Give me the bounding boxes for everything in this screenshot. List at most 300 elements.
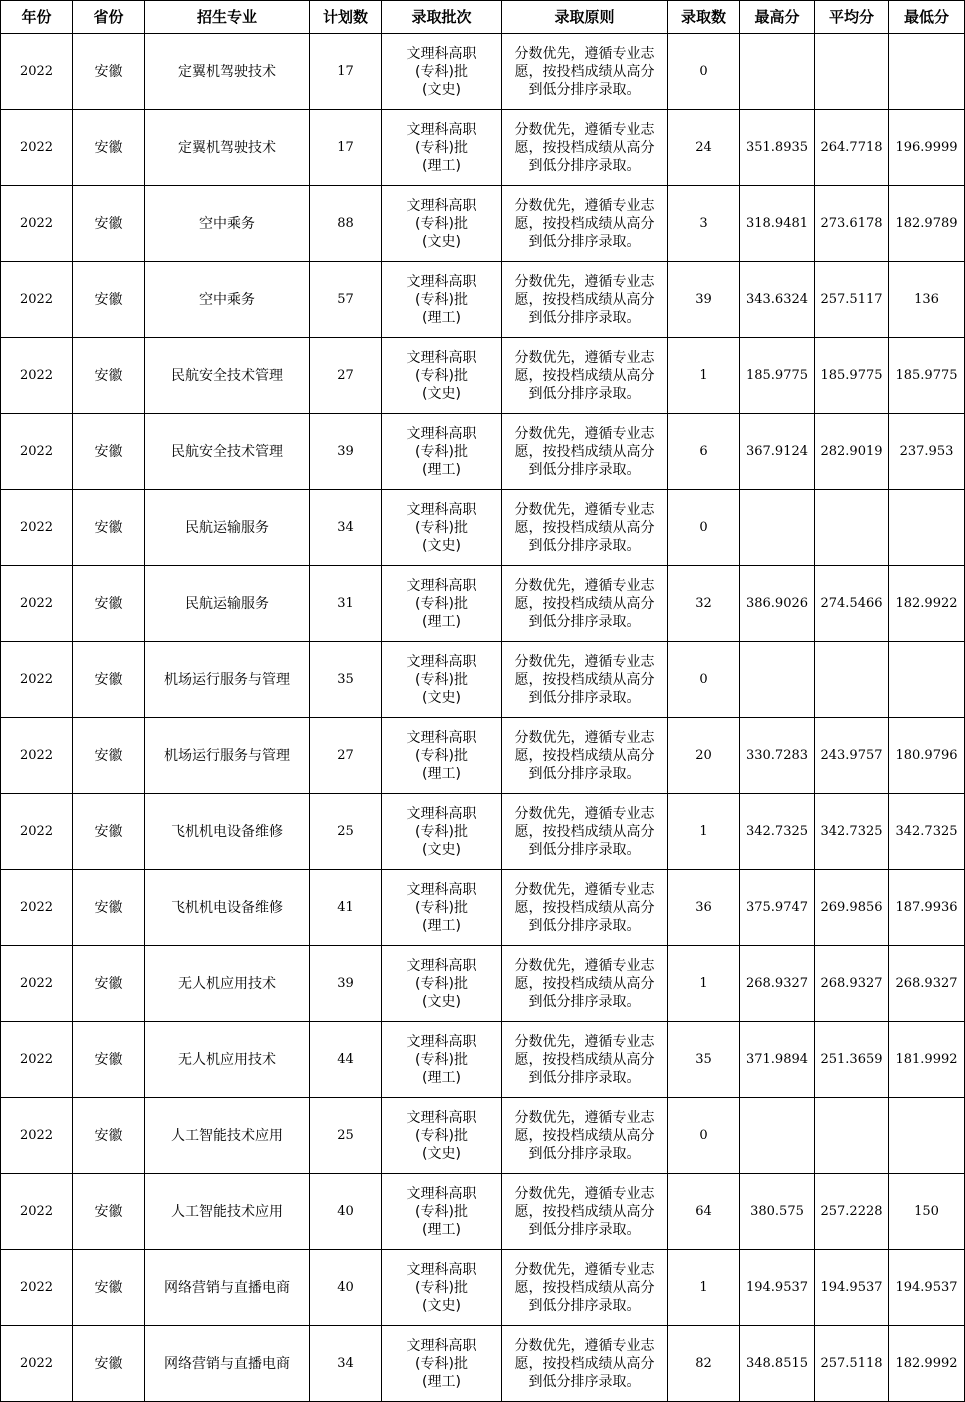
cell-batch bbox=[382, 1098, 502, 1174]
cell-rule-line: 愿，按投档成绩从高分 bbox=[514, 899, 655, 916]
header-batch: 录取批次 bbox=[382, 1, 502, 34]
cell-plan: 39 bbox=[310, 414, 382, 490]
cell-admitted: 0 bbox=[668, 490, 740, 566]
cell-batch-line: 文理科高职 bbox=[406, 45, 477, 62]
cell-batch bbox=[382, 110, 502, 186]
table-row bbox=[1, 110, 965, 186]
cell-batch-line: (专科)批 bbox=[415, 823, 468, 840]
cell-province: 安徽 bbox=[73, 186, 145, 262]
cell-batch-line: (理工) bbox=[422, 461, 461, 478]
table-row bbox=[1, 870, 965, 946]
cell-province: 安徽 bbox=[73, 566, 145, 642]
cell-plan: 17 bbox=[310, 34, 382, 110]
cell-rule bbox=[502, 490, 668, 566]
cell-batch-line: 文理科高职 bbox=[406, 1185, 477, 1202]
cell-batch-line: 文理科高职 bbox=[406, 1337, 477, 1354]
cell-min: 181.9992 bbox=[889, 1022, 965, 1098]
cell-max: 330.7283 bbox=[740, 718, 815, 794]
cell-batch-line: (专科)批 bbox=[415, 63, 468, 80]
cell-rule-line: 到低分排序录取。 bbox=[528, 157, 641, 174]
cell-min: 268.9327 bbox=[889, 946, 965, 1022]
cell-rule-line: 愿，按投档成绩从高分 bbox=[514, 1355, 655, 1372]
cell-max: 194.9537 bbox=[740, 1250, 815, 1326]
cell-batch bbox=[382, 946, 502, 1022]
cell-rule-line: 到低分排序录取。 bbox=[528, 461, 641, 478]
cell-plan: 17 bbox=[310, 110, 382, 186]
table-row bbox=[1, 1250, 965, 1326]
cell-max: 386.9026 bbox=[740, 566, 815, 642]
cell-batch bbox=[382, 34, 502, 110]
cell-rule-line: 到低分排序录取。 bbox=[528, 233, 641, 250]
cell-batch-line: (理工) bbox=[422, 613, 461, 630]
cell-plan: 41 bbox=[310, 870, 382, 946]
cell-batch bbox=[382, 262, 502, 338]
cell-province: 安徽 bbox=[73, 262, 145, 338]
cell-province: 安徽 bbox=[73, 1174, 145, 1250]
cell-batch-line: 文理科高职 bbox=[406, 881, 477, 898]
cell-rule-line: 愿，按投档成绩从高分 bbox=[514, 367, 655, 384]
cell-batch-line: 文理科高职 bbox=[406, 273, 477, 290]
cell-batch-line: (专科)批 bbox=[415, 747, 468, 764]
cell-province: 安徽 bbox=[73, 1022, 145, 1098]
cell-year: 2022 bbox=[1, 262, 73, 338]
cell-rule-line: 到低分排序录取。 bbox=[528, 537, 641, 554]
header-year: 年份 bbox=[1, 1, 73, 34]
table-row bbox=[1, 414, 965, 490]
cell-min: 180.9796 bbox=[889, 718, 965, 794]
cell-max: 371.9894 bbox=[740, 1022, 815, 1098]
cell-plan: 34 bbox=[310, 490, 382, 566]
cell-batch-line: (文史) bbox=[422, 81, 461, 98]
cell-major: 人工智能技术应用 bbox=[145, 1098, 310, 1174]
cell-batch-line: (专科)批 bbox=[415, 519, 468, 536]
cell-rule-line: 分数优先，遵循专业志 bbox=[514, 1185, 655, 1202]
cell-rule-line: 愿，按投档成绩从高分 bbox=[514, 139, 655, 156]
table-row bbox=[1, 1098, 965, 1174]
cell-rule-line: 到低分排序录取。 bbox=[528, 385, 641, 402]
table-row bbox=[1, 946, 965, 1022]
cell-rule-line: 分数优先，遵循专业志 bbox=[514, 653, 655, 670]
cell-max: 380.575 bbox=[740, 1174, 815, 1250]
cell-admitted: 0 bbox=[668, 642, 740, 718]
cell-avg bbox=[815, 34, 889, 110]
cell-max: 268.9327 bbox=[740, 946, 815, 1022]
cell-rule-line: 分数优先，遵循专业志 bbox=[514, 1033, 655, 1050]
cell-rule bbox=[502, 414, 668, 490]
cell-province: 安徽 bbox=[73, 414, 145, 490]
header-avg: 平均分 bbox=[815, 1, 889, 34]
cell-rule-line: 分数优先，遵循专业志 bbox=[514, 805, 655, 822]
cell-major: 定翼机驾驶技术 bbox=[145, 110, 310, 186]
table-row bbox=[1, 642, 965, 718]
cell-rule bbox=[502, 34, 668, 110]
cell-admitted: 64 bbox=[668, 1174, 740, 1250]
cell-batch-line: (专科)批 bbox=[415, 1203, 468, 1220]
cell-province: 安徽 bbox=[73, 1326, 145, 1402]
cell-admitted: 6 bbox=[668, 414, 740, 490]
cell-province: 安徽 bbox=[73, 490, 145, 566]
cell-major: 民航运输服务 bbox=[145, 490, 310, 566]
cell-batch-line: (理工) bbox=[422, 1373, 461, 1390]
header-row bbox=[1, 1, 965, 34]
cell-max: 348.8515 bbox=[740, 1326, 815, 1402]
cell-rule-line: 分数优先，遵循专业志 bbox=[514, 957, 655, 974]
cell-major: 人工智能技术应用 bbox=[145, 1174, 310, 1250]
cell-avg bbox=[815, 642, 889, 718]
cell-rule-line: 分数优先，遵循专业志 bbox=[514, 1337, 655, 1354]
header-rule: 录取原则 bbox=[502, 1, 668, 34]
cell-rule-line: 到低分排序录取。 bbox=[528, 765, 641, 782]
cell-batch bbox=[382, 1326, 502, 1402]
header-min: 最低分 bbox=[889, 1, 965, 34]
cell-year: 2022 bbox=[1, 1250, 73, 1326]
cell-batch-line: 文理科高职 bbox=[406, 197, 477, 214]
cell-province: 安徽 bbox=[73, 946, 145, 1022]
cell-province: 安徽 bbox=[73, 794, 145, 870]
cell-batch-line: 文理科高职 bbox=[406, 653, 477, 670]
cell-rule-line: 愿，按投档成绩从高分 bbox=[514, 519, 655, 536]
cell-rule bbox=[502, 794, 668, 870]
cell-admitted: 1 bbox=[668, 946, 740, 1022]
cell-rule bbox=[502, 1250, 668, 1326]
cell-batch bbox=[382, 490, 502, 566]
cell-rule-line: 愿，按投档成绩从高分 bbox=[514, 1279, 655, 1296]
cell-major: 机场运行服务与管理 bbox=[145, 718, 310, 794]
cell-plan: 25 bbox=[310, 1098, 382, 1174]
cell-plan: 88 bbox=[310, 186, 382, 262]
cell-admitted: 1 bbox=[668, 338, 740, 414]
table-row bbox=[1, 1022, 965, 1098]
cell-major: 无人机应用技术 bbox=[145, 946, 310, 1022]
header-max: 最高分 bbox=[740, 1, 815, 34]
cell-year: 2022 bbox=[1, 1174, 73, 1250]
cell-province: 安徽 bbox=[73, 34, 145, 110]
cell-admitted: 39 bbox=[668, 262, 740, 338]
cell-avg: 185.9775 bbox=[815, 338, 889, 414]
cell-avg bbox=[815, 490, 889, 566]
cell-batch-line: (文史) bbox=[422, 993, 461, 1010]
cell-batch-line: (文史) bbox=[422, 233, 461, 250]
cell-avg: 268.9327 bbox=[815, 946, 889, 1022]
cell-rule-line: 分数优先，遵循专业志 bbox=[514, 425, 655, 442]
cell-plan: 27 bbox=[310, 718, 382, 794]
cell-batch-line: (专科)批 bbox=[415, 595, 468, 612]
cell-batch-line: 文理科高职 bbox=[406, 1033, 477, 1050]
cell-avg: 264.7718 bbox=[815, 110, 889, 186]
cell-rule bbox=[502, 110, 668, 186]
cell-rule-line: 到低分排序录取。 bbox=[528, 81, 641, 98]
cell-plan: 27 bbox=[310, 338, 382, 414]
cell-rule-line: 分数优先，遵循专业志 bbox=[514, 197, 655, 214]
cell-batch-line: (专科)批 bbox=[415, 1355, 468, 1372]
cell-rule-line: 到低分排序录取。 bbox=[528, 613, 641, 630]
cell-batch-line: 文理科高职 bbox=[406, 1261, 477, 1278]
cell-min: 182.9922 bbox=[889, 566, 965, 642]
cell-batch-line: (专科)批 bbox=[415, 1051, 468, 1068]
cell-province: 安徽 bbox=[73, 718, 145, 794]
cell-rule-line: 到低分排序录取。 bbox=[528, 309, 641, 326]
cell-rule-line: 愿，按投档成绩从高分 bbox=[514, 975, 655, 992]
cell-min: 342.7325 bbox=[889, 794, 965, 870]
cell-min: 185.9775 bbox=[889, 338, 965, 414]
cell-major: 空中乘务 bbox=[145, 186, 310, 262]
cell-rule bbox=[502, 870, 668, 946]
cell-rule bbox=[502, 1098, 668, 1174]
cell-batch-line: (专科)批 bbox=[415, 367, 468, 384]
cell-year: 2022 bbox=[1, 642, 73, 718]
cell-rule-line: 分数优先，遵循专业志 bbox=[514, 45, 655, 62]
cell-plan: 57 bbox=[310, 262, 382, 338]
cell-plan: 44 bbox=[310, 1022, 382, 1098]
cell-min: 196.9999 bbox=[889, 110, 965, 186]
cell-avg: 342.7325 bbox=[815, 794, 889, 870]
cell-rule-line: 愿，按投档成绩从高分 bbox=[514, 671, 655, 688]
cell-rule-line: 到低分排序录取。 bbox=[528, 1297, 641, 1314]
cell-batch-line: 文理科高职 bbox=[406, 729, 477, 746]
table-row bbox=[1, 490, 965, 566]
cell-major: 飞机机电设备维修 bbox=[145, 870, 310, 946]
cell-year: 2022 bbox=[1, 1098, 73, 1174]
cell-rule bbox=[502, 1326, 668, 1402]
cell-year: 2022 bbox=[1, 414, 73, 490]
cell-min: 237.953 bbox=[889, 414, 965, 490]
cell-rule-line: 到低分排序录取。 bbox=[528, 1069, 641, 1086]
cell-major: 网络营销与直播电商 bbox=[145, 1326, 310, 1402]
cell-min: 182.9789 bbox=[889, 186, 965, 262]
cell-rule bbox=[502, 262, 668, 338]
cell-batch-line: 文理科高职 bbox=[406, 121, 477, 138]
cell-rule bbox=[502, 338, 668, 414]
cell-rule-line: 到低分排序录取。 bbox=[528, 1145, 641, 1162]
cell-batch-line: (专科)批 bbox=[415, 1279, 468, 1296]
cell-batch-line: (专科)批 bbox=[415, 139, 468, 156]
cell-major: 民航安全技术管理 bbox=[145, 414, 310, 490]
cell-min: 182.9992 bbox=[889, 1326, 965, 1402]
header-province: 省份 bbox=[73, 1, 145, 34]
cell-year: 2022 bbox=[1, 1022, 73, 1098]
cell-plan: 39 bbox=[310, 946, 382, 1022]
cell-year: 2022 bbox=[1, 338, 73, 414]
cell-max: 185.9775 bbox=[740, 338, 815, 414]
cell-batch-line: (文史) bbox=[422, 1297, 461, 1314]
cell-batch bbox=[382, 414, 502, 490]
cell-rule-line: 愿，按投档成绩从高分 bbox=[514, 63, 655, 80]
table-row bbox=[1, 794, 965, 870]
cell-avg: 257.5117 bbox=[815, 262, 889, 338]
cell-batch-line: (专科)批 bbox=[415, 1127, 468, 1144]
cell-rule-line: 到低分排序录取。 bbox=[528, 993, 641, 1010]
cell-plan: 25 bbox=[310, 794, 382, 870]
cell-admitted: 82 bbox=[668, 1326, 740, 1402]
cell-avg: 251.3659 bbox=[815, 1022, 889, 1098]
header-plan: 计划数 bbox=[310, 1, 382, 34]
table-row bbox=[1, 34, 965, 110]
cell-max bbox=[740, 490, 815, 566]
cell-major: 无人机应用技术 bbox=[145, 1022, 310, 1098]
cell-min: 150 bbox=[889, 1174, 965, 1250]
cell-admitted: 1 bbox=[668, 1250, 740, 1326]
cell-major: 民航运输服务 bbox=[145, 566, 310, 642]
cell-major: 网络营销与直播电商 bbox=[145, 1250, 310, 1326]
cell-batch bbox=[382, 1022, 502, 1098]
cell-rule-line: 分数优先，遵循专业志 bbox=[514, 1261, 655, 1278]
cell-batch-line: (理工) bbox=[422, 917, 461, 934]
cell-batch-line: (文史) bbox=[422, 841, 461, 858]
table-row bbox=[1, 186, 965, 262]
cell-avg: 257.2228 bbox=[815, 1174, 889, 1250]
cell-rule-line: 分数优先，遵循专业志 bbox=[514, 729, 655, 746]
cell-province: 安徽 bbox=[73, 1250, 145, 1326]
cell-admitted: 35 bbox=[668, 1022, 740, 1098]
cell-max: 351.8935 bbox=[740, 110, 815, 186]
cell-batch bbox=[382, 186, 502, 262]
cell-min: 187.9936 bbox=[889, 870, 965, 946]
cell-batch-line: (文史) bbox=[422, 385, 461, 402]
cell-avg: 282.9019 bbox=[815, 414, 889, 490]
cell-batch-line: 文理科高职 bbox=[406, 577, 477, 594]
cell-admitted: 24 bbox=[668, 110, 740, 186]
cell-batch-line: (理工) bbox=[422, 309, 461, 326]
table-row bbox=[1, 262, 965, 338]
cell-batch bbox=[382, 338, 502, 414]
cell-min bbox=[889, 642, 965, 718]
cell-rule-line: 分数优先，遵循专业志 bbox=[514, 349, 655, 366]
cell-year: 2022 bbox=[1, 566, 73, 642]
cell-avg bbox=[815, 1098, 889, 1174]
cell-plan: 40 bbox=[310, 1174, 382, 1250]
cell-plan: 31 bbox=[310, 566, 382, 642]
cell-min: 194.9537 bbox=[889, 1250, 965, 1326]
cell-rule-line: 分数优先，遵循专业志 bbox=[514, 577, 655, 594]
cell-rule-line: 愿，按投档成绩从高分 bbox=[514, 1203, 655, 1220]
cell-rule-line: 愿，按投档成绩从高分 bbox=[514, 291, 655, 308]
cell-batch-line: 文理科高职 bbox=[406, 425, 477, 442]
cell-province: 安徽 bbox=[73, 870, 145, 946]
cell-year: 2022 bbox=[1, 870, 73, 946]
cell-batch-line: (专科)批 bbox=[415, 215, 468, 232]
cell-batch-line: (文史) bbox=[422, 1145, 461, 1162]
table-row bbox=[1, 338, 965, 414]
cell-batch bbox=[382, 1174, 502, 1250]
cell-batch-line: (理工) bbox=[422, 1221, 461, 1238]
cell-batch-line: 文理科高职 bbox=[406, 1109, 477, 1126]
cell-batch-line: (理工) bbox=[422, 157, 461, 174]
cell-batch-line: 文理科高职 bbox=[406, 501, 477, 518]
header-admitted: 录取数 bbox=[668, 1, 740, 34]
cell-major: 定翼机驾驶技术 bbox=[145, 34, 310, 110]
cell-min bbox=[889, 34, 965, 110]
cell-batch bbox=[382, 718, 502, 794]
cell-year: 2022 bbox=[1, 110, 73, 186]
cell-rule bbox=[502, 1174, 668, 1250]
table-row bbox=[1, 1326, 965, 1402]
cell-batch-line: (专科)批 bbox=[415, 899, 468, 916]
cell-max: 318.9481 bbox=[740, 186, 815, 262]
cell-rule-line: 到低分排序录取。 bbox=[528, 917, 641, 934]
cell-avg: 194.9537 bbox=[815, 1250, 889, 1326]
cell-rule bbox=[502, 566, 668, 642]
cell-admitted: 0 bbox=[668, 1098, 740, 1174]
cell-year: 2022 bbox=[1, 186, 73, 262]
cell-rule-line: 到低分排序录取。 bbox=[528, 1221, 641, 1238]
cell-year: 2022 bbox=[1, 1326, 73, 1402]
cell-batch-line: (文史) bbox=[422, 537, 461, 554]
cell-rule-line: 到低分排序录取。 bbox=[528, 1373, 641, 1390]
cell-major: 民航安全技术管理 bbox=[145, 338, 310, 414]
cell-rule bbox=[502, 642, 668, 718]
cell-rule-line: 分数优先，遵循专业志 bbox=[514, 121, 655, 138]
cell-min: 136 bbox=[889, 262, 965, 338]
cell-plan: 34 bbox=[310, 1326, 382, 1402]
table-row bbox=[1, 566, 965, 642]
cell-plan: 35 bbox=[310, 642, 382, 718]
cell-batch bbox=[382, 1250, 502, 1326]
cell-rule-line: 分数优先，遵循专业志 bbox=[514, 273, 655, 290]
cell-batch-line: (理工) bbox=[422, 1069, 461, 1086]
cell-batch-line: (专科)批 bbox=[415, 975, 468, 992]
cell-major: 机场运行服务与管理 bbox=[145, 642, 310, 718]
cell-rule-line: 愿，按投档成绩从高分 bbox=[514, 747, 655, 764]
cell-rule-line: 愿，按投档成绩从高分 bbox=[514, 215, 655, 232]
cell-province: 安徽 bbox=[73, 642, 145, 718]
header-major: 招生专业 bbox=[145, 1, 310, 34]
cell-year: 2022 bbox=[1, 946, 73, 1022]
cell-rule-line: 到低分排序录取。 bbox=[528, 689, 641, 706]
cell-max: 343.6324 bbox=[740, 262, 815, 338]
cell-rule-line: 愿，按投档成绩从高分 bbox=[514, 823, 655, 840]
cell-batch bbox=[382, 870, 502, 946]
cell-batch bbox=[382, 566, 502, 642]
cell-rule bbox=[502, 718, 668, 794]
cell-admitted: 32 bbox=[668, 566, 740, 642]
cell-max bbox=[740, 642, 815, 718]
cell-plan: 40 bbox=[310, 1250, 382, 1326]
cell-rule-line: 分数优先，遵循专业志 bbox=[514, 501, 655, 518]
cell-batch-line: 文理科高职 bbox=[406, 805, 477, 822]
cell-year: 2022 bbox=[1, 718, 73, 794]
cell-batch bbox=[382, 642, 502, 718]
cell-province: 安徽 bbox=[73, 338, 145, 414]
table-body bbox=[1, 34, 965, 1402]
cell-max: 375.9747 bbox=[740, 870, 815, 946]
cell-rule-line: 愿，按投档成绩从高分 bbox=[514, 1127, 655, 1144]
cell-batch-line: (专科)批 bbox=[415, 443, 468, 460]
table-row bbox=[1, 1174, 965, 1250]
cell-admitted: 1 bbox=[668, 794, 740, 870]
cell-rule bbox=[502, 1022, 668, 1098]
cell-batch-line: (专科)批 bbox=[415, 291, 468, 308]
cell-admitted: 20 bbox=[668, 718, 740, 794]
table-row bbox=[1, 718, 965, 794]
cell-avg: 243.9757 bbox=[815, 718, 889, 794]
cell-year: 2022 bbox=[1, 490, 73, 566]
cell-rule bbox=[502, 946, 668, 1022]
cell-admitted: 36 bbox=[668, 870, 740, 946]
cell-avg: 257.5118 bbox=[815, 1326, 889, 1402]
cell-year: 2022 bbox=[1, 34, 73, 110]
cell-rule-line: 分数优先，遵循专业志 bbox=[514, 881, 655, 898]
cell-province: 安徽 bbox=[73, 110, 145, 186]
cell-rule bbox=[502, 186, 668, 262]
cell-min bbox=[889, 1098, 965, 1174]
cell-admitted: 3 bbox=[668, 186, 740, 262]
cell-avg: 274.5466 bbox=[815, 566, 889, 642]
cell-batch bbox=[382, 794, 502, 870]
cell-major: 空中乘务 bbox=[145, 262, 310, 338]
cell-province: 安徽 bbox=[73, 1098, 145, 1174]
cell-avg: 273.6178 bbox=[815, 186, 889, 262]
cell-rule-line: 愿，按投档成绩从高分 bbox=[514, 1051, 655, 1068]
